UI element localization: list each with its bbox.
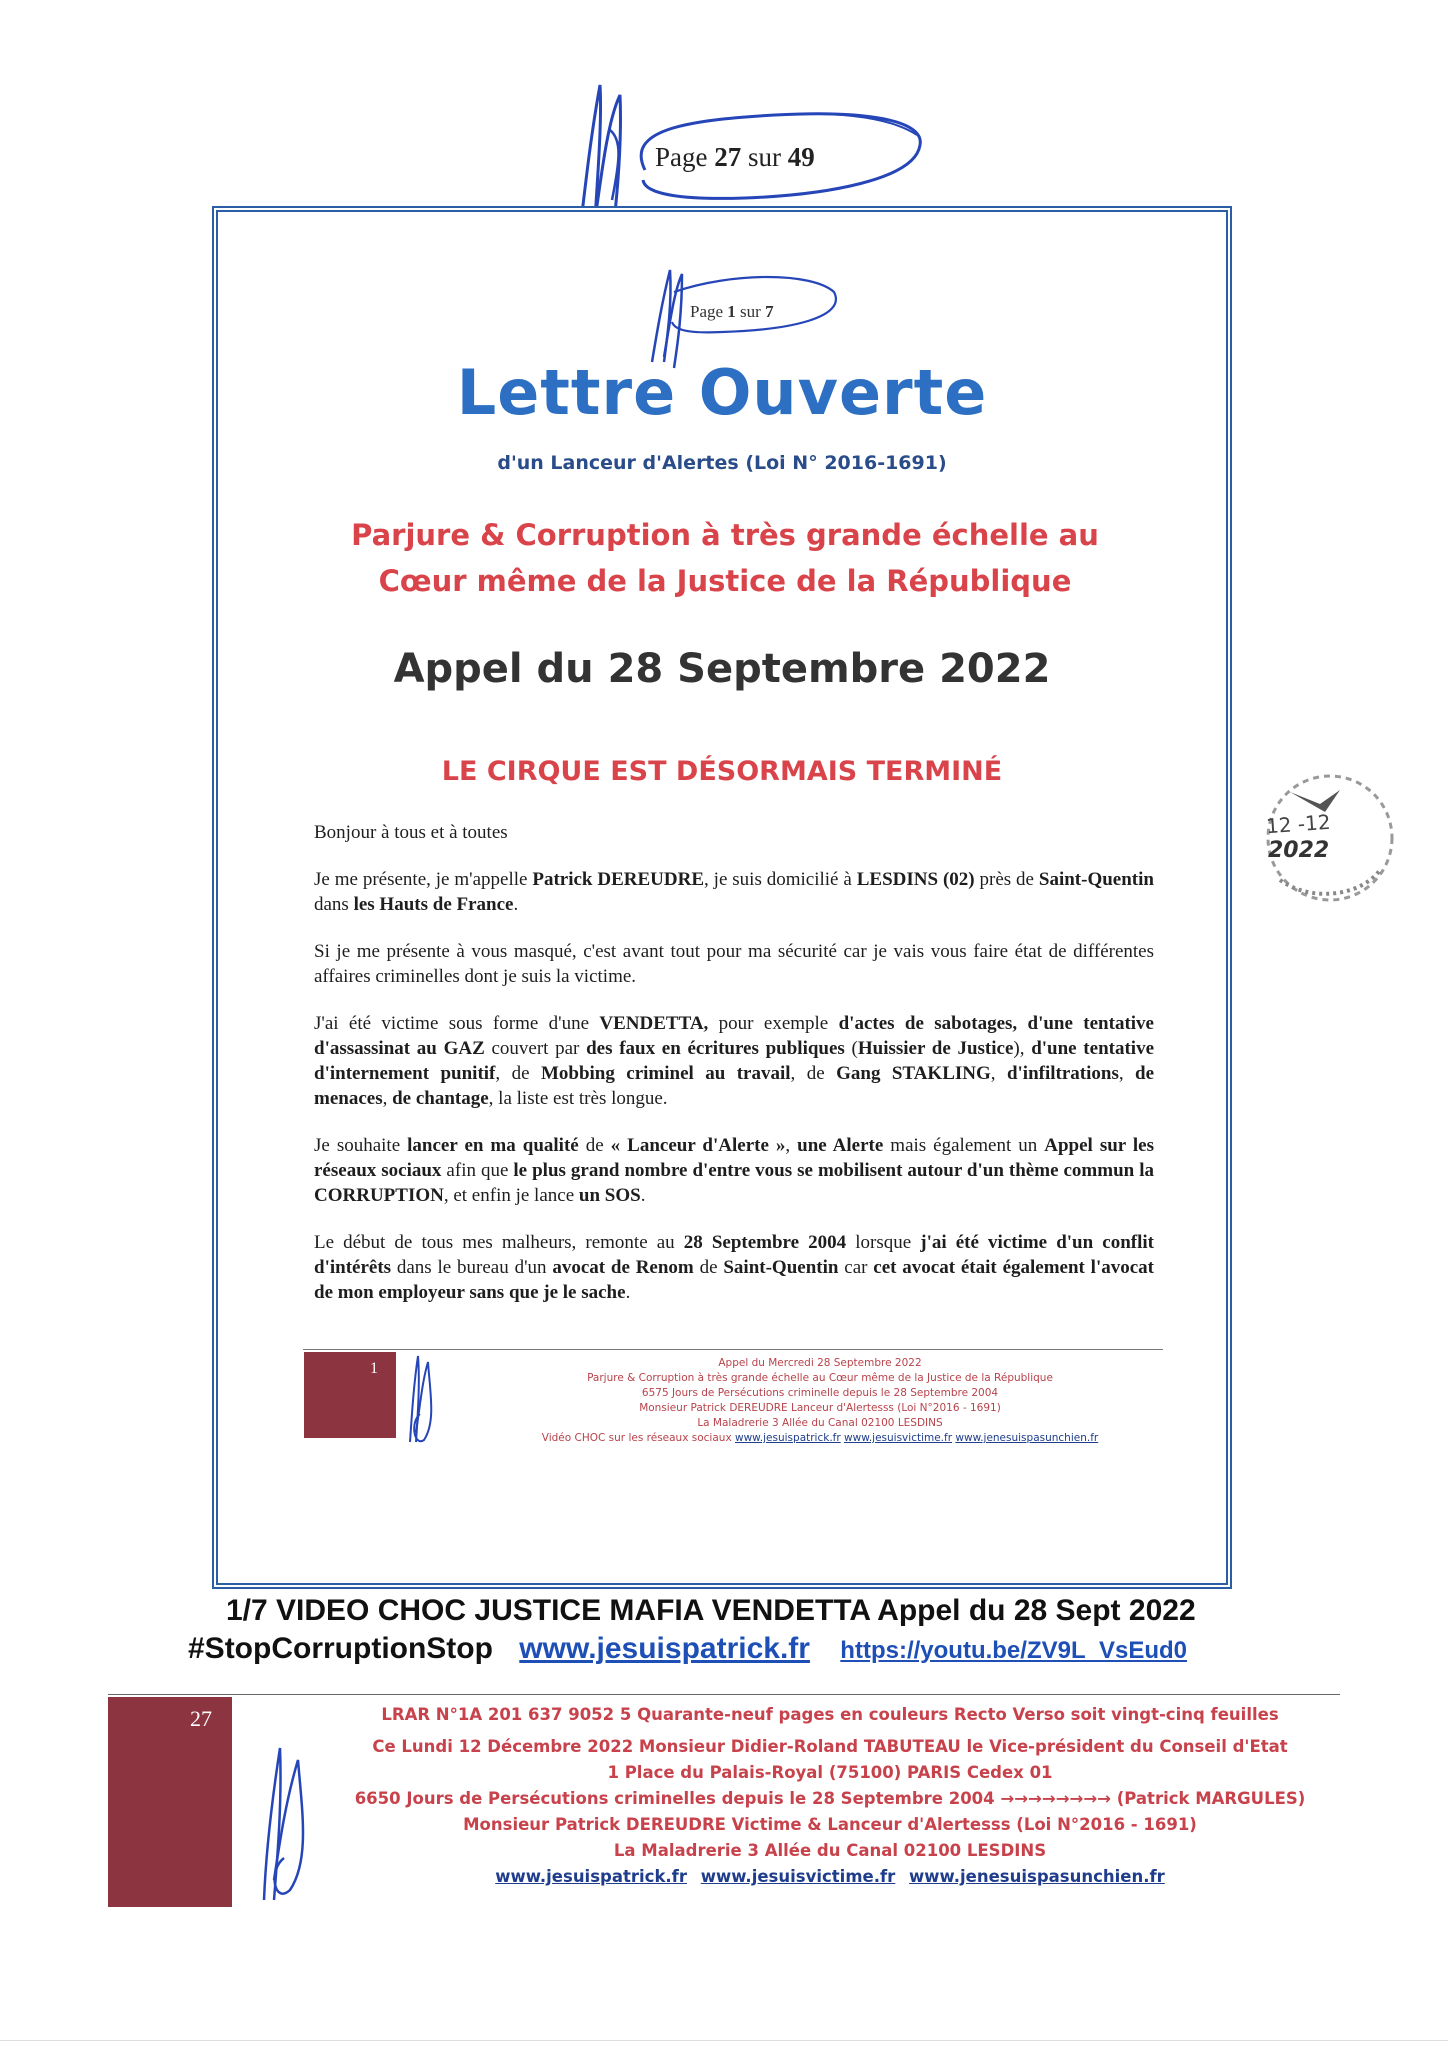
caption-website-link[interactable]: www.jesuispatrick.fr (519, 1632, 810, 1665)
inner-page-counter: Page 1 sur 7 (690, 302, 774, 321)
headline-line-1: Parjure & Corruption à très grande échelle au (351, 518, 1099, 552)
paragraph-5: Le début de tous mes malheurs, remonte au 28 Septembre 2004 lorsque j'ai été victime d'un conflit d'intérêts dans le bureau d'un avocat de Renom de Saint-Quentin car cet avocat était également l'avocat de mon employeur sans que je le sache. (314, 1232, 1155, 1303)
footer-line-6: La Maladrerie 3 Allée du Canal 02100 LESDINS (613, 1841, 1047, 1860)
letter-title: Lettre Ouverte (456, 356, 988, 429)
outer-page-counter: Page 27 sur 49 (655, 142, 815, 172)
paragraph-4: Je souhaite lancer en ma qualité de « Lanceur d'Alerte », une Alerte mais également un Appel sur les réseaux sociaux afin que le plus grand nombre d'entre vous se mobilisent autour d'un thème commun la CORRUPTION, et enfin je lance un SOS. (314, 1135, 1154, 1206)
inner-footer-link-3[interactable]: www.jenesuispasunchien.fr (955, 1432, 1099, 1444)
inner-footer-link-1[interactable]: www.jesuispatrick.fr (735, 1432, 841, 1444)
footer-page-box (108, 1697, 232, 1907)
footer-line-1: LRAR N°1A 201 637 9052 5 Quarante-neuf pages en couleurs Recto Verso soit vingt-cinq feuilles (381, 1705, 1279, 1724)
inner-footer-page-number: 1 (370, 1360, 378, 1377)
inner-footer-text: Appel du Mercredi 28 Septembre 2022 Parjure & Corruption à très grande échelle au Cœur même de la Justice de la République 6575 Jours de Persécutions criminelle depuis le 28 Septembre 2004 Monsieur Patrick DEREUDRE Lanceur d'Alertesss (Loi N°2016 - 1691) La Maladrerie 3 Allée du Canal 02100 LESDINS Vidéo CHOC sur les réseaux sociaux www.jesuispatrick.fr www.jesuisvictime.fr www.jenesuispasunchien.fr (541, 1357, 1099, 1444)
inner-footer-link-2[interactable]: www.jesuisvictime.fr (844, 1432, 953, 1444)
letter-body (314, 820, 1154, 1327)
footer-line-2: Ce Lundi 12 Décembre 2022 Monsieur Didier-Roland TABUTEAU le Vice-président du Conseil d'Etat (372, 1737, 1288, 1756)
caption-hashtag: #StopCorruptionStop (188, 1632, 493, 1665)
footer-links (330, 1864, 1330, 1890)
footer-line-5: Monsieur Patrick DEREUDRE Victime & Lanceur d'Alertesss (Loi N°2016 - 1691) (463, 1815, 1197, 1834)
letter-subtitle: d'un Lanceur d'Alertes (Loi N° 2016-1691) (497, 452, 947, 474)
scan-edge-rule (0, 2040, 1448, 2041)
caption-title: 1/7 VIDEO CHOC JUSTICE MAFIA VENDETTA Appel du 28 Sept 2022 (226, 1594, 1196, 1627)
footer-text (330, 1702, 1330, 1890)
inner-footer-rule (303, 1349, 1163, 1350)
inner-footer-signature (400, 1352, 450, 1447)
letter-headline (300, 512, 1150, 604)
cirque-heading: LE CIRQUE EST DÉSORMAIS TERMINÉ (441, 756, 1003, 787)
footer-page-number: 27 (190, 1706, 212, 1731)
headline-line-2: Cœur même de la Justice de la République (378, 564, 1072, 598)
footer-rule (108, 1694, 1340, 1695)
inner-footer-page-box (304, 1352, 396, 1438)
footer-link-3[interactable]: www.jenesuispasunchien.fr (909, 1867, 1165, 1886)
caption-youtube-link[interactable]: https://youtu.be/ZV9L_VsEud0 (840, 1637, 1187, 1664)
footer-line-3: 1 Place du Palais-Royal (75100) PARIS Cedex 01 (607, 1763, 1053, 1782)
paragraph-3: J'ai été victime sous forme d'une VENDETTA, pour exemple d'actes de sabotages, d'une tentative d'assassinat au GAZ couvert par des faux en écritures publiques (Huissier de Justice), d'une tentative d'internement punitif, de Mobbing criminel au travail, de Gang STAKLING, d'infiltrations, de menaces, de chantage, la liste est très longue. (314, 1013, 1155, 1109)
footer-signature (250, 1740, 320, 1910)
footer-link-2[interactable]: www.jesuisvictime.fr (700, 1867, 896, 1886)
greeting: Bonjour à tous et à toutes (314, 822, 508, 843)
paragraph-2: Si je me présente à vous masqué, c'est avant tout pour ma sécurité car je vais vous faire état de différentes affaires criminelles dont je suis la victime. (314, 941, 1154, 987)
stamp-date: 12 -12 (1265, 809, 1332, 839)
footer-line-4: 6650 Jours de Persécutions criminelles depuis le 28 Septembre 2004 →→→→→→→→ (Patrick MARGULES) (354, 1789, 1306, 1808)
paragraph-1: Je me présente, je m'appelle Patrick DEREUDRE, je suis domicilié à LESDINS (02) près de Saint-Quentin dans les Hauts de France. (314, 869, 1154, 915)
appel-heading: Appel du 28 Septembre 2022 (393, 646, 1051, 692)
stamp-year: 2022 (1268, 838, 1330, 863)
footer-link-1[interactable]: www.jesuispatrick.fr (495, 1867, 687, 1886)
caption-links (188, 1632, 1187, 1666)
